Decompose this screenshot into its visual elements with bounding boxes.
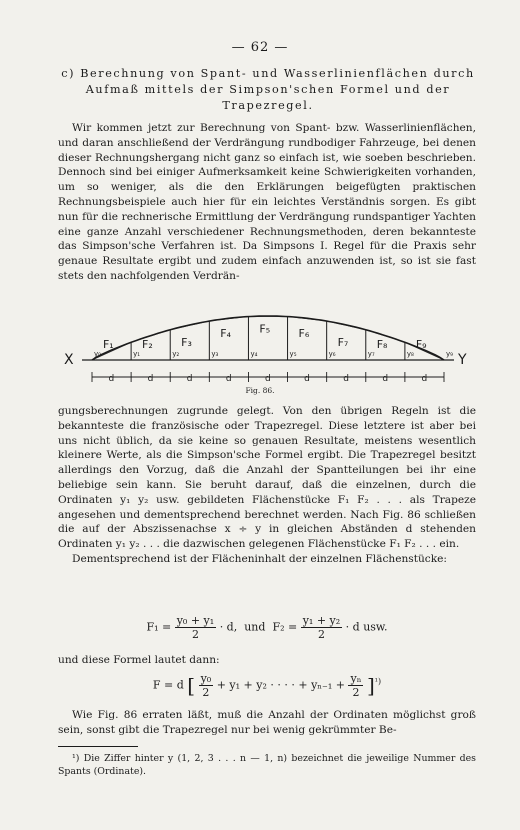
ordinate-label: y₁ (133, 350, 141, 358)
paragraph-formula-intro (58, 653, 476, 668)
paragraph-1: Wir kommen jetzt zur Berechnung von Spant- bzw. Wasserlinienflächen, und daran anschließend der Verdrängung rundbodiger Fahrzeuge, bei denen dieser Rechnungshergang nicht ganz so einfach ist, wie soeben beschrieben. Dennoch sind bei einiger Aufmerksamkeit keine Schwierigkeiten vorhanden, um so weniger, als die den Erklärungen beigefügten praktischen Rechnungsbeispiele auch hier für ein leichtes Verständnis sorgen. Es gibt nun für die rechnerische Ermittlung der Verdrängung rundspantiger Yachten eine ganze Anzahl verschiedener Rechnungsmethoden, deren bekannteste das Simpson'sche Verfahren ist. Da Simpsons I. Regel für die Praxis sehr genaue Resultate ergibt und zudem einfach anzuwenden ist, so ist sie fast stets den nachfolgenden Verdrän- (58, 122, 476, 282)
ordinate-label: y₃ (211, 350, 219, 358)
equation-trapezoids (58, 614, 476, 641)
figure-86 (58, 302, 476, 392)
eq1-den1: 2 (191, 628, 199, 641)
area-label: F₁ (102, 338, 114, 351)
eq2-den-b: 2 (352, 686, 360, 699)
spacing-label: d (147, 374, 154, 384)
ordinate-label: y₆ (328, 350, 336, 358)
trapezoid-chord (170, 321, 209, 330)
area-label: F₈ (376, 338, 388, 351)
axis-label-y: Y (458, 352, 467, 368)
area-label: F₉ (415, 338, 427, 351)
area-label: F₆ (298, 327, 310, 341)
eq1-num2: y₁ + y₂ (302, 614, 341, 627)
eq2-num-b: yₙ (350, 672, 362, 685)
eq2-fraction-b (348, 672, 363, 699)
spacing-label: d (382, 374, 389, 384)
paragraph-5: Wie Fig. 86 erraten läßt, muß die Anzahl der Ordinaten möglichst groß sein, sonst gibt die Trapezregel nur bei wenig gekrümmter Be- (58, 709, 476, 736)
eq1-tail1: · d, (219, 620, 238, 634)
section-heading: c) Berechnung von Spant- und Wasserlinienflächen durch Aufmaß mittels der Simpson'schen Formel und der Trapezregel. (61, 67, 475, 112)
eq1-lhs1: F₁ = (146, 620, 172, 634)
ordinate-label: y₈ (406, 350, 414, 358)
equation-trapezoid-rule: F = d [ $\frac{\text{y₀}}{2}$ + y₁ + y₂ · · · · + yₙ₋₁ + $\frac{\text{yₙ}}{2}$ ]$^{^1)}$ (152, 672, 382, 699)
trapezoid-chord (288, 317, 327, 321)
paragraph-2: gungsberechnungen zugrunde gelegt. Von den übrigen Regeln ist die bekannteste die französische oder Trapezregel. Diese letztere ist aber bei uns nicht üblich, da sie keine so genauen Resultate, meistens wesentlich kleinere Werte, als die Simpson'sche Formel ergibt. Die Trapezregel besitzt allerdings den Vorzug, daß die Anzahl der Spantteilungen bei ihr eine beliebige sein kann. Sie beruht darauf, daß die einzelnen, durch die Ordinaten y₁ y₂ usw. gebildeten Flächenstücke F₁ F₂ . . . als Trapeze angesehen und dementsprechend berechnet werden. Nach Fig. 86 schließen die auf der Abszissenachse x ÷ y in gleichen Abständen d stehenden Ordinaten y₁ y₂ . . . die dazwischen gelegenen Flächenstücke F₁ F₂ . . . ein. (58, 405, 476, 551)
area-label: F₅ (259, 322, 271, 336)
area-label: F₃ (181, 335, 192, 349)
eq1-fraction-2 (301, 614, 342, 641)
paragraph-intro (58, 121, 476, 284)
spacing-label: d (108, 374, 115, 384)
eq1-tail2: · d usw. (345, 620, 388, 634)
spacing-label: d (343, 374, 349, 384)
ordinate-label: y₄ (250, 350, 258, 358)
eq1-und: und (244, 620, 266, 634)
ordinate-label: y₅ (289, 350, 297, 358)
area-label: F₄ (220, 327, 232, 341)
spacing-label: d (225, 374, 232, 384)
trapezoid-chord (327, 321, 366, 330)
trapezoid-diagram (58, 302, 476, 386)
eq2-den-a: 2 (202, 686, 210, 699)
paragraph-4: und diese Formel lautet dann: (58, 654, 220, 666)
eq2-num-a: y₀ (200, 672, 212, 685)
eq2-lhs: F = d (152, 678, 184, 692)
paragraph-closing (58, 708, 476, 738)
axis-label-x: X (64, 352, 74, 368)
paragraph-body (58, 404, 476, 567)
footnote-rule (58, 746, 138, 747)
ordinate-label: y₂ (172, 350, 180, 358)
page-number: — 62 — (231, 40, 289, 55)
eq1-lhs2: F₂ = (272, 620, 298, 634)
spacing-label: d (265, 374, 271, 384)
area-label: F₇ (337, 335, 349, 349)
eq2-fraction-a (199, 672, 214, 699)
area-label: F₂ (142, 338, 153, 351)
footnote (58, 752, 476, 778)
ordinate-label: y₉ (446, 350, 453, 358)
eq2-footnote-mark: ¹) (374, 676, 382, 686)
eq1-fraction-1 (175, 614, 216, 641)
eq1-num1: y₀ + y₁ (176, 614, 215, 627)
spacing-label: d (304, 374, 310, 384)
trapezoid-chord (209, 317, 248, 321)
ordinate-label: y₇ (367, 350, 375, 358)
spacing-label: d (186, 374, 193, 384)
footnote-text: ¹) Die Ziffer hinter y (1, 2, 3 . . . n — 1, n) bezeichnet die jeweilige Nummer des Spants (Ordinate). (58, 753, 476, 777)
figure-caption: Fig. 86. (245, 386, 275, 395)
paragraph-3: Dementsprechend ist der Flächeninhalt der einzelnen Flächenstücke: (72, 552, 447, 565)
ordinate-label: y₀ (94, 350, 101, 358)
eq2-middle: + y₁ + y₂ · · · · + yₙ₋₁ + (216, 678, 345, 692)
eq1-den2: 2 (317, 628, 325, 641)
spacing-label: d (421, 374, 428, 384)
